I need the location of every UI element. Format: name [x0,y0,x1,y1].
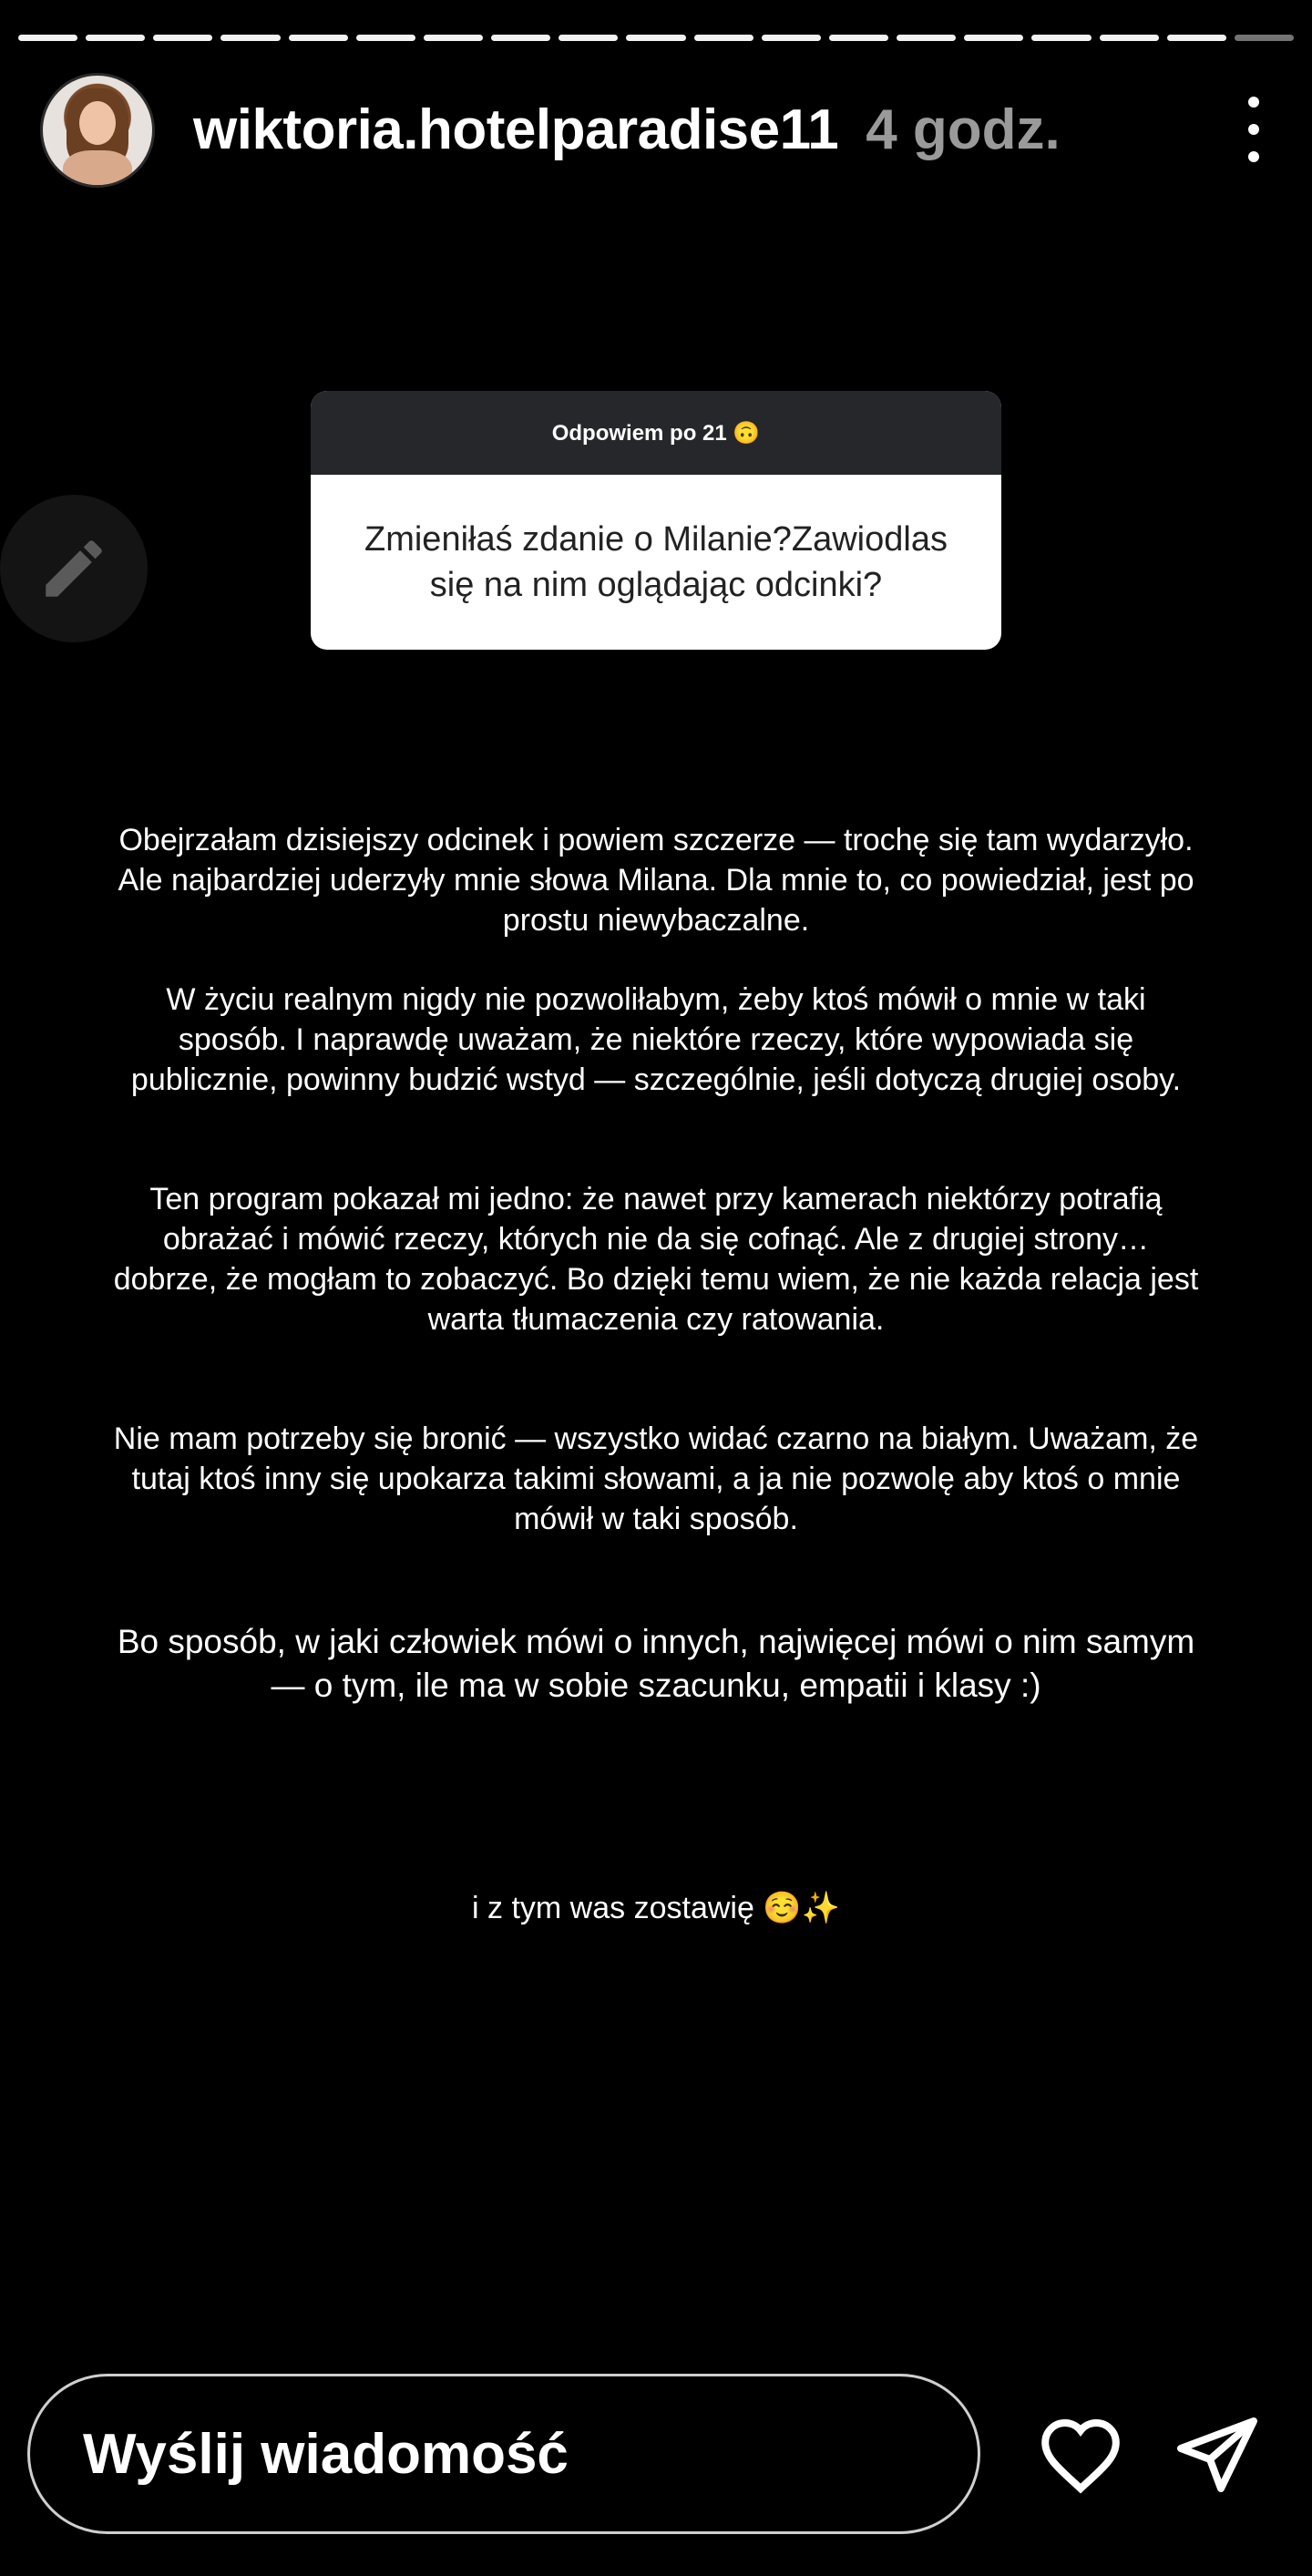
story-progress-bar [18,35,1294,41]
question-sticker-text: Zmieniłaś zdanie o Milanie?Zawiodlas się na nim oglądając odcinki? [364,520,948,604]
story-reply-bar [0,2344,1312,2576]
progress-segment [153,35,212,41]
send-icon [1174,2413,1261,2495]
progress-segment [559,35,618,41]
more-vertical-icon-dot [1248,124,1259,135]
progress-segment [897,35,956,41]
progress-segment [491,35,550,41]
progress-segment [829,35,888,41]
progress-segment [762,35,821,41]
progress-segment [1100,35,1159,41]
avatar-body [63,150,132,188]
story-paragraph: W życiu realnym nigdy nie pozwoliłabym, żeby ktoś mówił o mnie w taki sposób. I naprawdę uważam, że niektóre rzeczy, które wypowiada się publicznie, powinny budzić wstyd — szczególnie, jeśli dotyczą drugiej osoby. [130,982,1182,1097]
progress-segment [289,35,348,41]
story-paragraph: Nie mam potrzeby się bronić — wszystko widać czarno na białym. Uważam, że tutaj ktoś inny się upokarza takimi słowami, a ja nie pozwolę aby ktoś o mnie mówił w taki sposób. [113,1421,1199,1536]
send-button[interactable] [1174,2413,1261,2495]
story-paragraph: Ten program pokazał mi jedno: że nawet przy kamerach niektórzy potrafią obrażać i mówić rzeczy, których nie da się cofnąć. Ale z drugiej strony… dobrze, że mogłam to zobaczyć. Bo dzięki temu wiem, że nie każda relacja jest warta tłumaczenia czy ratowania. [113,1182,1199,1337]
avatar-face [79,101,116,145]
like-button[interactable] [1037,2413,1124,2495]
progress-segment [1167,35,1226,41]
message-input[interactable]: Wyślij wiadomość [27,2374,980,2534]
progress-segment [18,35,77,41]
progress-segment [356,35,415,41]
progress-segment [1235,35,1294,41]
question-sticker-header: Odpowiem po 21 🙃 [311,391,1001,475]
story-header [40,73,1272,187]
progress-segment [964,35,1023,41]
progress-segment [86,35,145,41]
progress-segment [1031,35,1091,41]
progress-segment [626,35,685,41]
heart-icon [1037,2413,1124,2495]
more-vertical-icon [1248,97,1259,108]
story-paragraph: Obejrzałam dzisiejszy odcinek i powiem szczerze — trochę się tam wydarzyło. Ale najbardziej uderzyły mnie słowa Milana. Dla mnie to, co powiedział, jest po prostu niewybaczalne. [118,823,1194,938]
question-sticker[interactable] [311,391,1001,650]
progress-segment [220,35,280,41]
progress-segment [424,35,483,41]
story-paragraph: Bo sposób, w jaki człowiek mówi o innych, najwięcej mówi o nim samym — o tym, ile ma w sobie szacunku, empatii i klasy :) [117,1623,1195,1704]
more-options-button[interactable] [1235,93,1272,166]
progress-segment [694,35,753,41]
pencil-icon [36,531,111,606]
post-time: 4 godz. [866,98,1061,161]
username[interactable]: wiktoria.hotelparadise11 [193,98,839,161]
avatar[interactable] [40,73,155,188]
edit-button[interactable] [0,495,148,642]
story-paragraph-closing: i z tym was zostawię ☺️✨ [472,1891,840,1925]
more-vertical-icon-dot [1248,151,1259,162]
